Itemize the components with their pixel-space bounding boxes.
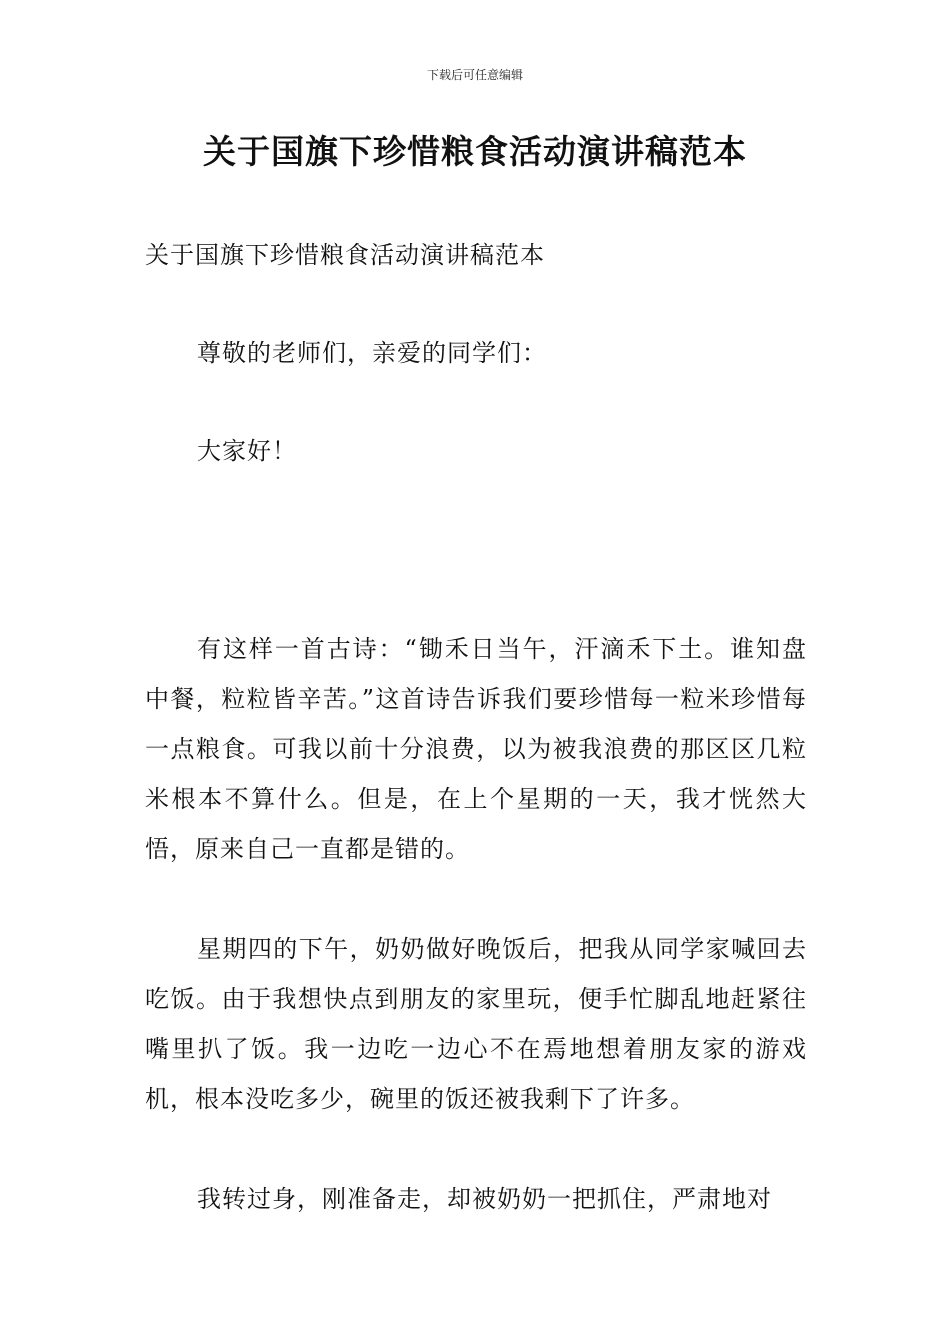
salutation: 尊敬的老师们，亲爱的同学们： <box>197 339 547 367</box>
body-paragraph: 有这样一首古诗：“锄禾日当午，汗滴禾下土。谁知盘中餐，粒粒皆辛苦。”这首诗告诉我们要珍惜每一粒米珍惜每一点粮食。可我以前十分浪费，以为被我浪费的那区区几粒米根本不算什么。但是，在上个星期的一天，我才恍然大悟，原来自己一直都是错的。 <box>145 635 807 863</box>
document-title: 关于国旗下珍惜粮食活动演讲稿范本 <box>203 132 747 171</box>
body-paragraph: 星期四的下午，奶奶做好晚饭后，把我从同学家喊回去吃饭。由于我想快点到朋友的家里玩，便手忙脚乱地赶紧往嘴里扒了饭。我一边吃一边心不在焉地想着朋友家的游戏机，根本没吃多少，碗里的饭还被我剩下了许多。 <box>145 935 807 1113</box>
header-note: 下载后可任意编辑 <box>426 68 523 82</box>
body-paragraph: 我转过身，刚准备走，却被奶奶一把抓住，严肃地对 <box>197 1185 772 1213</box>
document-subtitle: 关于国旗下珍惜粮食活动演讲稿范本 <box>145 241 545 269</box>
greeting: 大家好！ <box>197 437 297 465</box>
document-body <box>145 230 807 1224</box>
